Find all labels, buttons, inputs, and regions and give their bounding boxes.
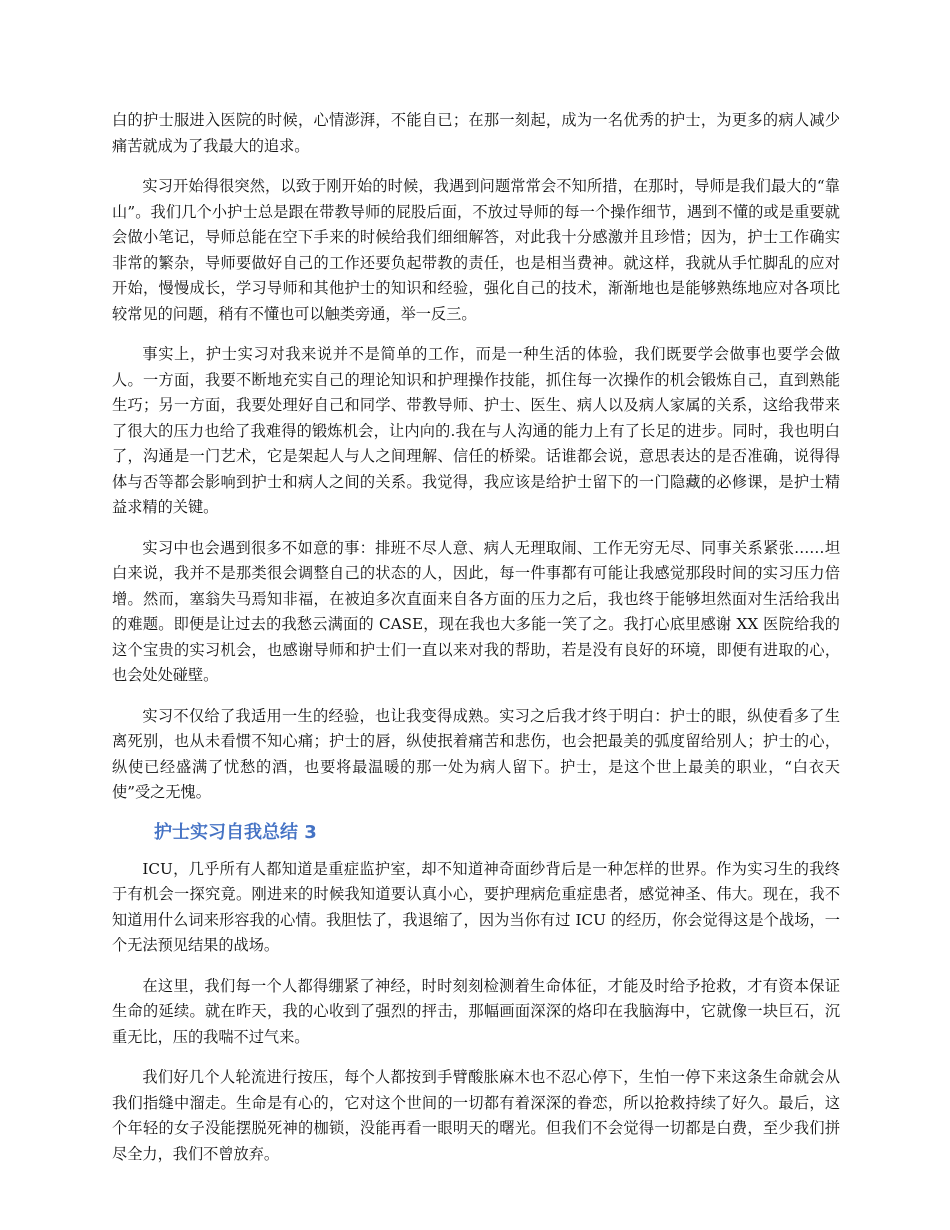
body-paragraph: 实习开始得很突然，以致于刚开始的时候，我遇到问题常常会不知所措，在那时，导师是我们最大的“靠山”。我们几个小护士总是跟在带教导师的屁股后面，不放过导师的每一个操作细节，遇到不懂的或是重要就会做小笔记，导师总能在空下手来的时候给我们细细解答，对此我十分感激并且珍惜；因为，护士工作确实非常的繁杂，导师要做好自己的工作还要负起带教的责任，也是相当费神。就这样，我就从手忙脚乱的应对开始，慢慢成长，学习导师和其他护士的知识和经验，强化自己的技术，渐渐地也是能够熟练地应对各项比较常见的问题，稍有不懂也可以触类旁通，举一反三。 (112, 177, 840, 323)
body-paragraph: 实习不仅给了我适用一生的经验，也让我变得成熟。实习之后我才终于明白：护士的眼，纵使看多了生离死别，也从未看惯不知心痛；护士的唇，纵使抿着痛苦和悲伤，也会把最美的弧度留给别人；护士的心，纵使已经盛满了忧愁的酒，也要将最温暖的那一处为病人留下。护士，是这个世上最美的职业，“白衣天使”受之无愧。 (112, 706, 840, 801)
document-page (112, 108, 840, 1182)
body-paragraph: ICU，几乎所有人都知道是重症监护室，却不知道神奇面纱背后是一种怎样的世界。作为实习生的我终于有机会一探究竟。刚进来的时候我知道要认真小心，要护理病危重症患者，感觉神圣、伟大。现在，我不知道用什么词来形容我的心情。我胆怯了，我退缩了，因为当你有过 ICU 的经历，你会觉得这是个战场，一个无法预见结果的战场。 (112, 859, 840, 954)
body-paragraph: 实习中也会遇到很多不如意的事：排班不尽人意、病人无理取闹、工作无穷无尽、同事关系紧张……坦白来说，我并不是那类很会调整自己的状态的人，因此，每一件事都有可能让我感觉那段时间的实习压力倍增。然而，塞翁失马焉知非福，在被迫多次直面来自各方面的压力之后，我也终于能够坦然面对生活给我出的难题。即便是让过去的我愁云满面的 CASE，现在我也大多能一笑了之。我打心底里感谢 XX 医院给我的这个宝贵的实习机会，也感谢导师和护士们一直以来对我的帮助，若是没有良好的环境，即便有进取的心，也会处处碰壁。 (112, 538, 840, 684)
body-paragraph: 在这里，我们每一个人都得绷紧了神经，时时刻刻检测着生命体征，才能及时给予抢救，才有资本保证生命的延续。就在昨天，我的心收到了强烈的抨击，那幅画面深深的烙印在我脑海中，它就像一块巨石，沉重无比，压的我喘不过气来。 (112, 976, 840, 1046)
body-paragraph: 事实上，护士实习对我来说并不是简单的工作，而是一种生活的体验，我们既要学会做事也要学会做人。一方面，我要不断地充实自己的理论知识和护理操作技能，抓住每一次操作的机会锻炼自己，直到熟能生巧；另一方面，我要处理好自己和同学、带教导师、护士、医生、病人以及病人家属的关系，这给我带来了很大的压力也给了我难得的锻炼机会，让内向的.我在与人沟通的能力上有了长足的进步。同时，我也明白了，沟通是一门艺术，它是架起人与人之间理解、信任的桥梁。话谁都会说，意思表达的是否准确，说得得体与否等都会影响到护士和病人之间的关系。我觉得，我应该是给护士留下的一门隐藏的必修课，是护士精益求精的关键。 (112, 345, 840, 516)
body-paragraph: 白的护士服进入医院的时候，心情澎湃，不能自已；在那一刻起，成为一名优秀的护士，为更多的病人减少痛苦就成为了我最大的追求。 (112, 111, 840, 155)
body-paragraph: 我们好几个人轮流进行按压，每个人都按到手臂酸胀麻木也不忍心停下，生怕一停下来这条生命就会从我们指缝中溜走。生命是有心的，它对这个世间的一切都有着深深的眷恋，所以抢救持续了好久。最后，这个年轻的女子没能摆脱死神的枷锁，没能再看一眼明天的曙光。但我们不会觉得一切都是白费，至少我们拼尽全力，我们不曾放弃。 (112, 1068, 840, 1163)
section-heading: 护士实习自我总结 3 (154, 821, 317, 843)
